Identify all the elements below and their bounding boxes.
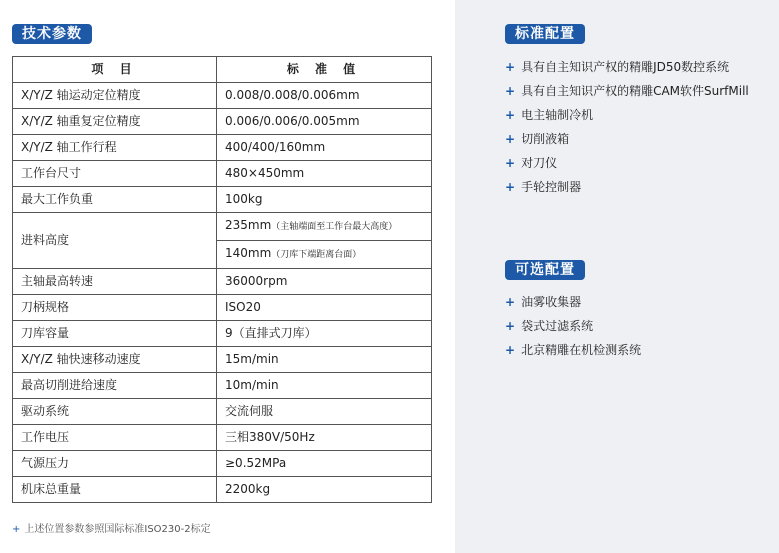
row-item: 刀柄规格 xyxy=(13,295,217,321)
optional-config-list xyxy=(505,290,641,362)
table-row xyxy=(13,135,432,161)
row-item: 主轴最高转速 xyxy=(13,269,217,295)
plus-icon: + xyxy=(505,60,516,74)
list-item xyxy=(505,127,749,151)
row-item: X/Y/Z 轴快速移动速度 xyxy=(13,347,217,373)
list-item-label: 具有自主知识产权的精雕CAM软件SurfMill xyxy=(521,84,749,98)
footnote xyxy=(12,520,211,535)
list-item xyxy=(505,55,749,79)
row-value: 三相380V/50Hz xyxy=(217,425,432,451)
standard-config-list xyxy=(505,55,749,199)
row-value: 交流伺服 xyxy=(217,399,432,425)
table-row xyxy=(13,213,432,241)
spec-table xyxy=(12,56,432,503)
row-item: 工作台尺寸 xyxy=(13,161,217,187)
table-row xyxy=(13,451,432,477)
table-row xyxy=(13,109,432,135)
feed-height-min: 140mm xyxy=(225,246,272,260)
row-value: 10m/min xyxy=(217,373,432,399)
row-item: X/Y/Z 轴重复定位精度 xyxy=(13,109,217,135)
table-row xyxy=(13,295,432,321)
row-value: 0.008/0.008/0.006mm xyxy=(217,83,432,109)
plus-icon: + xyxy=(12,524,21,535)
row-item: X/Y/Z 轴工作行程 xyxy=(13,135,217,161)
list-item-label: 油雾收集器 xyxy=(521,295,582,309)
item-column-header: 项 目 xyxy=(13,57,217,83)
table-row xyxy=(13,321,432,347)
row-value: 9（直排式刀库） xyxy=(217,321,432,347)
table-row xyxy=(13,187,432,213)
row-value: 480×450mm xyxy=(217,161,432,187)
list-item-label: 袋式过滤系统 xyxy=(521,319,594,333)
row-item: 刀库容量 xyxy=(13,321,217,347)
table-row xyxy=(13,425,432,451)
row-value: ≥0.52MPa xyxy=(217,451,432,477)
feed-height-max-note: （主轴端面至工作台最大高度） xyxy=(271,222,398,232)
plus-icon: + xyxy=(505,180,516,194)
table-row xyxy=(13,373,432,399)
list-item xyxy=(505,79,749,103)
list-item xyxy=(505,151,749,175)
table-row xyxy=(13,399,432,425)
list-item-label: 电主轴制冷机 xyxy=(521,108,594,122)
plus-icon: + xyxy=(505,319,516,333)
plus-icon: + xyxy=(505,295,516,309)
optional-config-title: 可选配置 xyxy=(505,260,585,280)
row-value: 36000rpm xyxy=(217,269,432,295)
plus-icon: + xyxy=(505,108,516,122)
feed-height-min-note: （刀库下端距离台面） xyxy=(271,250,362,260)
list-item-label: 北京精雕在机检测系统 xyxy=(521,343,642,357)
row-value: 400/400/160mm xyxy=(217,135,432,161)
table-row xyxy=(13,83,432,109)
list-item xyxy=(505,314,641,338)
row-item: 最高切削进给速度 xyxy=(13,373,217,399)
row-item: X/Y/Z 轴运动定位精度 xyxy=(13,83,217,109)
list-item-label: 具有自主知识产权的精雕JD50数控系统 xyxy=(521,60,730,74)
row-item: 驱动系统 xyxy=(13,399,217,425)
row-value: 2200kg xyxy=(217,477,432,503)
value-column-header: 标 准 值 xyxy=(217,57,432,83)
list-item-label: 对刀仪 xyxy=(521,156,558,170)
row-item: 机床总重量 xyxy=(13,477,217,503)
table-row xyxy=(13,269,432,295)
row-item: 进料高度 xyxy=(13,213,217,269)
footnote-text: 上述位置参数参照国际标准ISO230-2标定 xyxy=(24,524,211,535)
row-value xyxy=(217,241,432,269)
list-item xyxy=(505,290,641,314)
row-value xyxy=(217,213,432,241)
list-item-label: 手轮控制器 xyxy=(521,180,582,194)
row-value: ISO20 xyxy=(217,295,432,321)
row-value: 15m/min xyxy=(217,347,432,373)
list-item-label: 切削液箱 xyxy=(521,132,570,146)
row-item: 最大工作负重 xyxy=(13,187,217,213)
spec-table-header xyxy=(13,57,432,83)
row-value: 0.006/0.006/0.005mm xyxy=(217,109,432,135)
row-value: 100kg xyxy=(217,187,432,213)
plus-icon: + xyxy=(505,132,516,146)
plus-icon: + xyxy=(505,84,516,98)
plus-icon: + xyxy=(505,156,516,170)
list-item xyxy=(505,103,749,127)
row-item: 工作电压 xyxy=(13,425,217,451)
list-item xyxy=(505,338,641,362)
standard-config-title: 标准配置 xyxy=(505,24,585,44)
row-item: 气源压力 xyxy=(13,451,217,477)
table-row xyxy=(13,161,432,187)
list-item xyxy=(505,175,749,199)
table-row xyxy=(13,347,432,373)
plus-icon: + xyxy=(505,343,516,357)
spec-section-title: 技术参数 xyxy=(12,24,92,44)
table-row xyxy=(13,477,432,503)
feed-height-max: 235mm xyxy=(225,218,272,232)
